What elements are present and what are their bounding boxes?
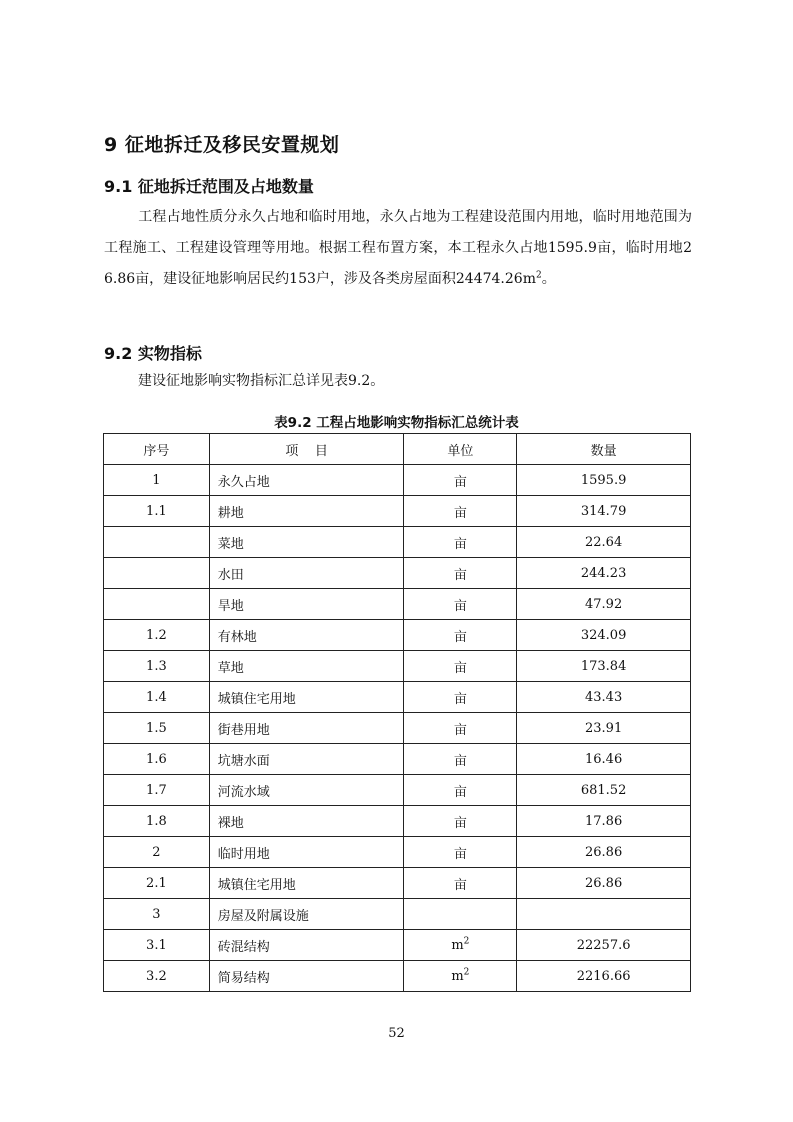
cell-item: 临时用地: [209, 837, 404, 868]
table-header-row: [104, 434, 691, 465]
table-row: [104, 682, 691, 713]
unit-text: 亩: [453, 567, 467, 583]
cell-no: 1.6: [104, 744, 210, 775]
cell-item: 砖混结构: [209, 930, 404, 961]
cell-unit: [404, 868, 517, 899]
cell-item: 城镇住宅用地: [209, 682, 404, 713]
cell-item: 有林地: [209, 620, 404, 651]
cell-qty: 314.79: [517, 496, 691, 527]
section-heading-9-1: 9.1 征地拆迁范围及占地数量: [104, 177, 314, 196]
cell-unit: [404, 837, 517, 868]
cell-item: 房屋及附属设施: [209, 899, 404, 930]
cell-qty: [517, 899, 691, 930]
cell-item: 永久占地: [209, 465, 404, 496]
cell-unit: [404, 744, 517, 775]
cell-qty: 244.23: [517, 558, 691, 589]
cell-no: 1.1: [104, 496, 210, 527]
cell-item: 河流水域: [209, 775, 404, 806]
cell-unit: [404, 620, 517, 651]
table-row: [104, 465, 691, 496]
table-row: [104, 961, 691, 992]
cell-item: 街巷用地: [209, 713, 404, 744]
unit-text: 亩: [453, 784, 467, 800]
cell-qty: 324.09: [517, 620, 691, 651]
table-row: [104, 868, 691, 899]
cell-qty: 173.84: [517, 651, 691, 682]
cell-qty: 1595.9: [517, 465, 691, 496]
table-row: [104, 589, 691, 620]
table-row: [104, 899, 691, 930]
cell-unit: [404, 527, 517, 558]
cell-unit: [404, 589, 517, 620]
cell-unit: [404, 713, 517, 744]
table-row: [104, 496, 691, 527]
header-qty: 数量: [517, 434, 691, 465]
table-caption: 表9.2 工程占地影响实物指标汇总统计表: [274, 415, 519, 431]
cell-no: [104, 527, 210, 558]
table-row: [104, 744, 691, 775]
cell-unit: [404, 930, 517, 961]
cell-unit: [404, 465, 517, 496]
cell-item: 耕地: [209, 496, 404, 527]
unit-text: 亩: [453, 877, 467, 893]
unit-superscript: 2: [463, 936, 470, 947]
header-unit: 单位: [404, 434, 517, 465]
cell-no: 3: [104, 899, 210, 930]
table-row: [104, 775, 691, 806]
superscript: 2: [535, 270, 542, 281]
section-9-2-paragraph: [104, 366, 692, 397]
cell-qty: 26.86: [517, 868, 691, 899]
statistics-table: [103, 433, 691, 992]
table-row: [104, 527, 691, 558]
unit-text: 亩: [453, 753, 467, 769]
header-no: 序号: [104, 434, 210, 465]
unit-text: 亩: [453, 629, 467, 645]
cell-qty: 23.91: [517, 713, 691, 744]
cell-qty: 43.43: [517, 682, 691, 713]
unit-superscript: 2: [463, 967, 470, 978]
cell-item: 城镇住宅用地: [209, 868, 404, 899]
paragraph-end: 。: [541, 271, 556, 287]
table-row: [104, 620, 691, 651]
cell-no: 3.1: [104, 930, 210, 961]
unit-text: m: [451, 937, 464, 953]
cell-no: 3.2: [104, 961, 210, 992]
table-row: [104, 651, 691, 682]
cell-item: 水田: [209, 558, 404, 589]
cell-no: 1.7: [104, 775, 210, 806]
cell-item: 简易结构: [209, 961, 404, 992]
unit-text: 亩: [453, 474, 467, 490]
cell-unit: [404, 682, 517, 713]
cell-item: 旱地: [209, 589, 404, 620]
header-item: 项 目: [209, 434, 404, 465]
cell-no: 1.3: [104, 651, 210, 682]
unit-text: 亩: [453, 815, 467, 831]
cell-qty: 26.86: [517, 837, 691, 868]
cell-no: 1.8: [104, 806, 210, 837]
cell-unit: [404, 961, 517, 992]
cell-no: 2.1: [104, 868, 210, 899]
cell-no: 1.5: [104, 713, 210, 744]
unit-text: 亩: [453, 660, 467, 676]
unit-text: 亩: [453, 691, 467, 707]
cell-item: 菜地: [209, 527, 404, 558]
cell-qty: 17.86: [517, 806, 691, 837]
cell-no: 1: [104, 465, 210, 496]
cell-no: 2: [104, 837, 210, 868]
unit-text: m: [451, 968, 464, 984]
cell-no: [104, 558, 210, 589]
cell-no: 1.4: [104, 682, 210, 713]
cell-qty: 681.52: [517, 775, 691, 806]
cell-unit: [404, 806, 517, 837]
cell-qty: 22257.6: [517, 930, 691, 961]
cell-qty: 16.46: [517, 744, 691, 775]
table-row: [104, 806, 691, 837]
cell-no: [104, 589, 210, 620]
unit-text: 亩: [453, 722, 467, 738]
cell-qty: 2216.66: [517, 961, 691, 992]
cell-qty: 22.64: [517, 527, 691, 558]
cell-unit: [404, 899, 517, 930]
paragraph-text: 建设征地影响实物指标汇总详见表9.2。: [138, 373, 385, 389]
cell-item: 草地: [209, 651, 404, 682]
table-row: [104, 558, 691, 589]
page-number: 52: [388, 1026, 405, 1041]
cell-unit: [404, 496, 517, 527]
cell-unit: [404, 558, 517, 589]
unit-text: 亩: [453, 598, 467, 614]
table-row: [104, 837, 691, 868]
chapter-heading: 9 征地拆迁及移民安置规划: [104, 134, 340, 156]
paragraph-text: 工程占地性质分永久占地和临时用地，永久占地为工程建设范围内用地，临时用地范围为工程施工、工程建设管理等用地。根据工程布置方案，本工程永久占地1595.9亩，临时用地26.86亩，建设征地影响居民约153户，涉及各类房屋面积24474.26m: [104, 209, 692, 287]
section-9-1-paragraph: [104, 202, 692, 295]
unit-text: 亩: [453, 846, 467, 862]
cell-unit: [404, 651, 517, 682]
cell-unit: [404, 775, 517, 806]
table-row: [104, 930, 691, 961]
cell-item: 坑塘水面: [209, 744, 404, 775]
cell-item: 裸地: [209, 806, 404, 837]
unit-text: 亩: [453, 536, 467, 552]
section-heading-9-2: 9.2 实物指标: [104, 344, 202, 363]
unit-text: 亩: [453, 505, 467, 521]
table-row: [104, 713, 691, 744]
cell-qty: 47.92: [517, 589, 691, 620]
cell-no: 1.2: [104, 620, 210, 651]
